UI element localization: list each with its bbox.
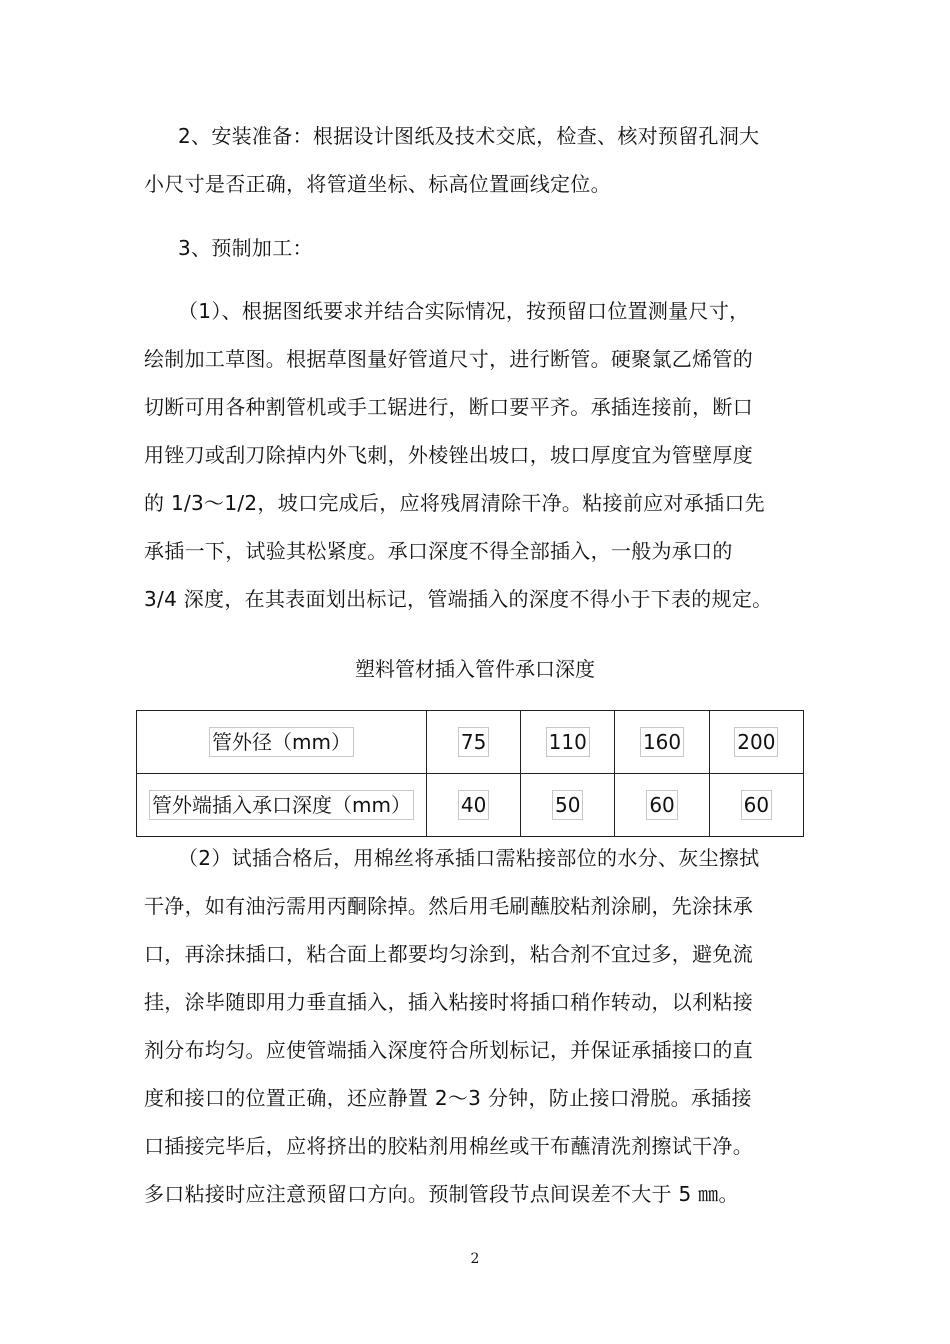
text-line: 用锉刀或刮刀除掉内外飞刺，外棱锉出坡口，坡口厚度宜为管壁厚度 <box>144 443 753 467</box>
text-line: 干净，如有油污需用丙酮除掉。然后用毛刷蘸胶粘剂涂刷，先涂抹承 <box>144 894 753 918</box>
paragraph-cutting-procedure <box>144 287 809 623</box>
table-row <box>137 711 804 774</box>
text-line: 绘制加工草图。根据草图量好管道尺寸，进行断管。硬聚氯乙烯管的 <box>144 347 753 371</box>
table-cell <box>615 774 709 837</box>
table-cell <box>615 711 709 774</box>
text-line: 3、预制加工： <box>178 236 313 260</box>
cell-text: 200 <box>734 727 778 757</box>
text-line: 小尺寸是否正确，将管道坐标、标高位置画线定位。 <box>144 172 611 196</box>
table-cell <box>521 711 615 774</box>
text-line: 多口粘接时应注意预留口方向。预制管段节点间误差不大于 5 ㎜。 <box>144 1182 739 1206</box>
text-line: （1）、根据图纸要求并结合实际情况，按预留口位置测量尺寸， <box>178 299 750 323</box>
paragraph-prefabrication-heading <box>144 224 809 272</box>
cell-text: 40 <box>458 790 489 820</box>
table-caption: 塑料管材插入管件承口深度 <box>355 657 595 681</box>
text-line: 剂分布均匀。应使管端插入深度符合所划标记，并保证承插接口的直 <box>144 1038 753 1062</box>
table-cell <box>709 774 803 837</box>
paragraph-bonding-procedure <box>144 834 809 1218</box>
page-number: 2 <box>470 1251 480 1267</box>
table-cell <box>427 774 521 837</box>
table-cell <box>137 774 427 837</box>
cell-text: 管外端插入承口深度（mm） <box>149 790 414 820</box>
table-cell <box>521 774 615 837</box>
text-line: 口插接完毕后，应将挤出的胶粘剂用棉丝或干布蘸清洗剂擦试干净。 <box>144 1134 753 1158</box>
text-line: 口，再涂抹插口，粘合面上都要均匀涂到，粘合剂不宜过多，避免流 <box>144 942 753 966</box>
table-cell <box>137 711 427 774</box>
paragraph-installation-prep <box>144 112 809 208</box>
text-line: 承插一下，试验其松紧度。承口深度不得全部插入，一般为承口的 <box>144 539 733 563</box>
cell-text: 160 <box>640 727 684 757</box>
text-line: 3/4 深度，在其表面划出标记，管端插入的深度不得小于下表的规定。 <box>144 587 773 611</box>
table-cell <box>709 711 803 774</box>
insertion-depth-table <box>136 710 804 837</box>
cell-text: 管外径（mm） <box>209 727 354 757</box>
cell-text: 60 <box>741 790 772 820</box>
cell-text: 60 <box>646 790 677 820</box>
cell-text: 110 <box>546 727 590 757</box>
text-line: 挂，涂毕随即用力垂直插入，插入粘接时将插口稍作转动，以利粘接 <box>144 990 753 1014</box>
table-cell <box>427 711 521 774</box>
table-row <box>137 774 804 837</box>
text-line: 的 1/3～1/2，坡口完成后，应将残屑清除干净。粘接前应对承插口先 <box>144 491 765 515</box>
text-line: （2）试插合格后，用棉丝将承插口需粘接部位的水分、灰尘擦拭 <box>178 846 760 870</box>
cell-text: 75 <box>458 727 489 757</box>
cell-text: 50 <box>552 790 583 820</box>
text-line: 切断可用各种割管机或手工锯进行，断口要平齐。承插连接前，断口 <box>144 395 753 419</box>
text-line: 2、安装准备：根据设计图纸及技术交底，检查、核对预留孔洞大 <box>178 124 760 148</box>
text-line: 度和接口的位置正确，还应静置 2～3 分钟，防止接口滑脱。承插接 <box>144 1086 752 1110</box>
